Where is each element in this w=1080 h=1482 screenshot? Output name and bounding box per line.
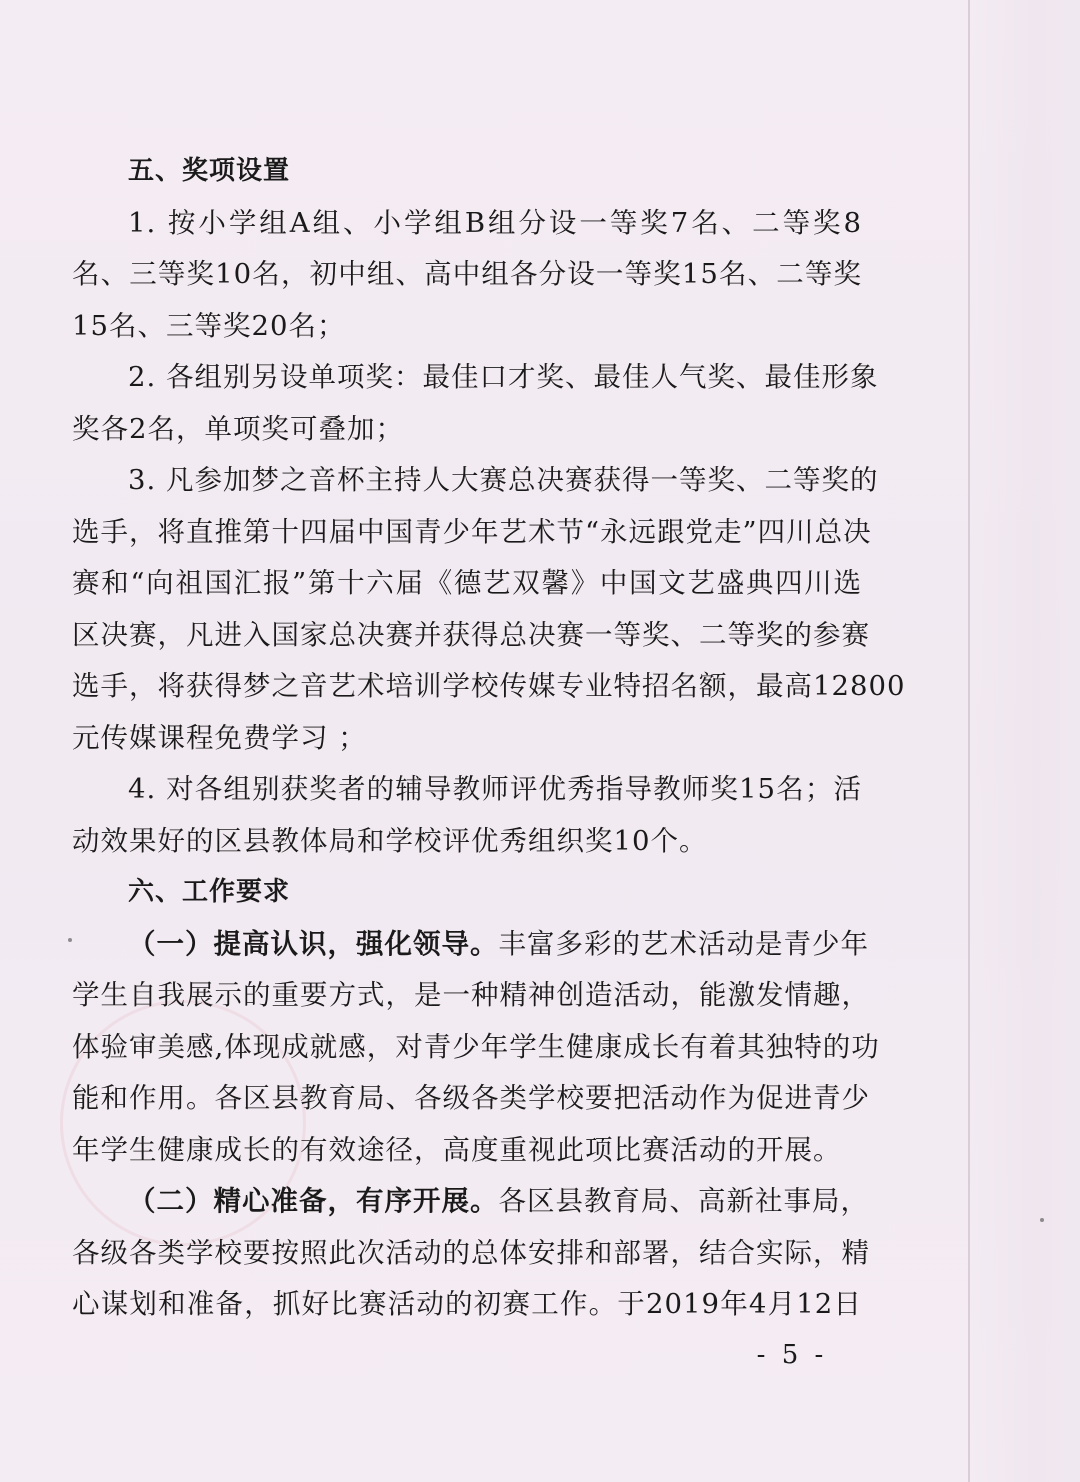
text-line xyxy=(72,816,862,868)
line-text: 1. 按小学组A组、小学组B组分设一等奖7名、二等奖8 xyxy=(128,206,862,239)
text-line xyxy=(72,455,879,507)
text-line xyxy=(72,404,862,456)
text-line xyxy=(72,352,879,404)
line-text: 各级各类学校要按照此次活动的总体安排和部署，结合实际，精 xyxy=(72,1236,870,1269)
section-heading xyxy=(72,867,862,919)
text-line xyxy=(72,1125,862,1177)
line-text: 赛和“向祖国汇报”第十六届《德艺双馨》中国文艺盛典四川选 xyxy=(72,567,862,599)
page-edge-shadow xyxy=(968,0,1080,1482)
line-text: 丰富多彩的艺术活动是青少年 xyxy=(498,927,869,960)
line-text: 选手，将获得梦之音艺术培训学校传媒专业特招名额，最高12800 xyxy=(72,670,906,702)
text-line xyxy=(72,764,862,816)
text-line xyxy=(72,919,869,971)
text-line xyxy=(72,507,872,559)
line-text: 体验审美感,体现成就感，对青少年学生健康成长有着其独特的功 xyxy=(72,1030,880,1063)
line-text: 元传媒课程免费学习 ； xyxy=(72,721,367,754)
text-line xyxy=(72,1073,870,1125)
line-text: 选手，将直推第十四届中国青少年艺术节“永远跟党走”四川总决 xyxy=(72,515,872,548)
text-line xyxy=(72,1022,880,1074)
document-body xyxy=(72,146,906,1331)
line-text: 年学生健康成长的有效途径，高度重视此项比赛活动的开展。 xyxy=(72,1133,842,1166)
paragraph-lead: （二）精心准备，有序开展。 xyxy=(128,1185,499,1217)
text-line xyxy=(72,713,862,765)
line-text: 心谋划和准备，抓好比赛活动的初赛工作。于2019年4月12日 xyxy=(72,1288,862,1320)
text-line xyxy=(72,1279,862,1331)
text-line xyxy=(72,1228,870,1280)
text-line xyxy=(72,1176,869,1228)
text-line xyxy=(72,301,862,353)
line-text: 各区县教育局、高新社事局， xyxy=(498,1185,869,1217)
section-heading xyxy=(72,146,862,198)
line-text: 区决赛，凡进入国家总决赛并获得总决赛一等奖、二等奖的参赛 xyxy=(72,618,870,651)
line-text: 2. 各组别另设单项奖：最佳口才奖、最佳人气奖、最佳形象 xyxy=(128,361,879,393)
page-edge-line xyxy=(968,0,970,1482)
text-line xyxy=(72,198,862,250)
line-text: 五、奖项设置 xyxy=(128,156,291,186)
line-text: 学生自我展示的重要方式，是一种精神创造活动，能激发情趣， xyxy=(72,979,870,1011)
line-text: 名、三等奖10名，初中组、高中组各分设一等奖15名、二等奖 xyxy=(72,258,862,290)
line-text: 动效果好的区县教体局和学校评优秀组织奖10个。 xyxy=(72,824,708,857)
text-line xyxy=(72,610,870,662)
text-line xyxy=(72,661,906,713)
text-line xyxy=(72,970,870,1022)
line-text: 4. 对各组别获奖者的辅导教师评优秀指导教师奖15名；活 xyxy=(128,773,862,805)
page-number: - 5 - xyxy=(756,1340,828,1370)
line-text: 奖各2名，单项奖可叠加； xyxy=(72,412,404,445)
paragraph-lead: （一）提高认识，强化领导。 xyxy=(128,927,499,960)
line-text: 3. 凡参加梦之音杯主持人大赛总决赛获得一等奖、二等奖的 xyxy=(128,464,879,496)
line-text: 15名、三等奖20名； xyxy=(72,309,346,342)
text-line xyxy=(72,558,862,610)
line-text: 六、工作要求 xyxy=(128,877,291,907)
scan-speck xyxy=(1040,1218,1044,1222)
text-line xyxy=(72,249,862,301)
line-text: 能和作用。各区县教育局、各级各类学校要把活动作为促进青少 xyxy=(72,1082,870,1114)
